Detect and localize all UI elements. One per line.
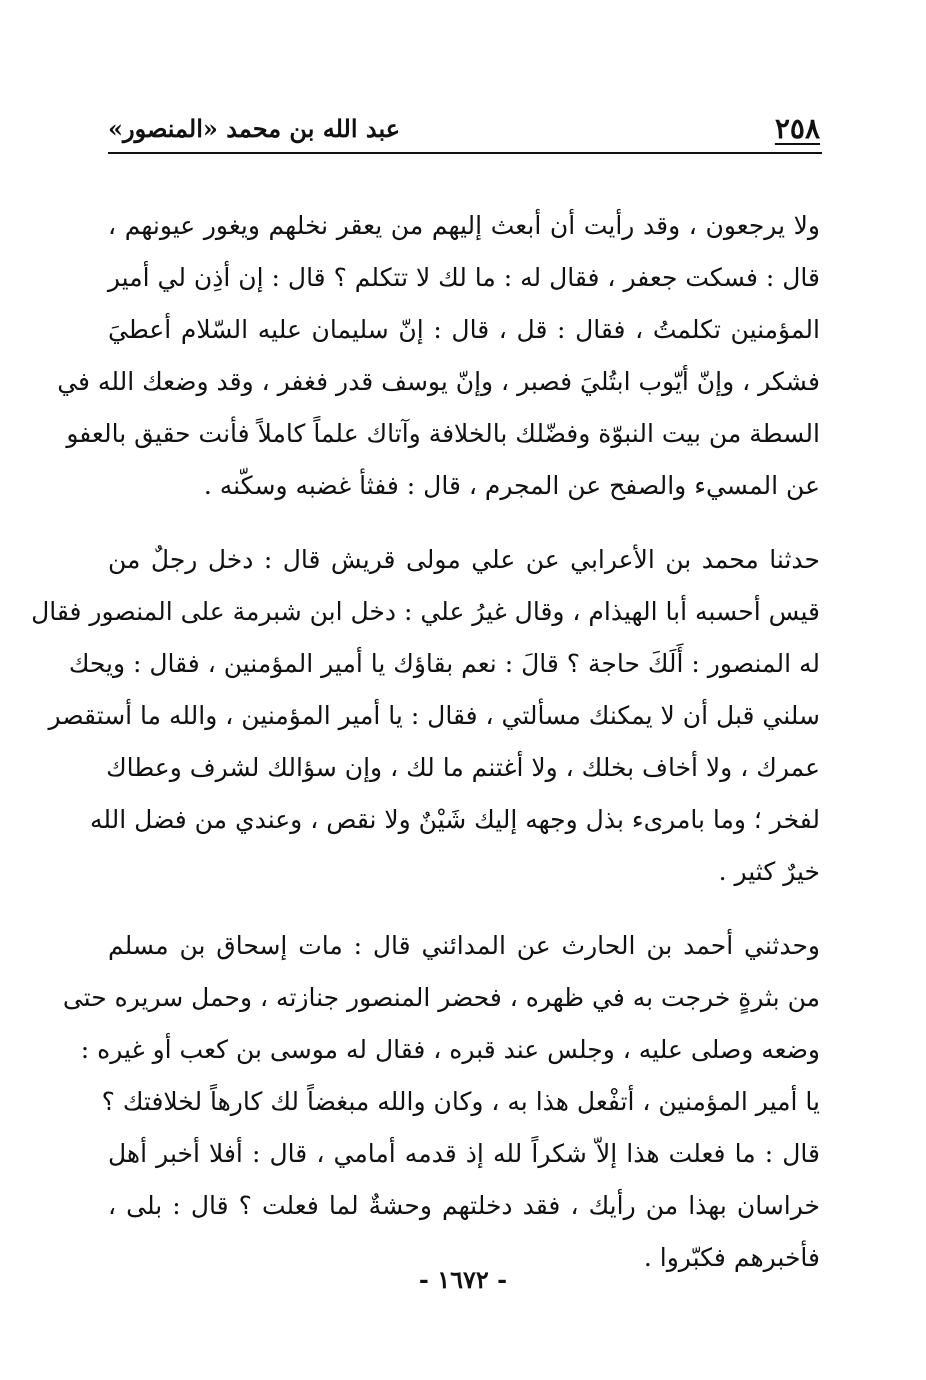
text-line: من بثرةٍ خرجت به في ظهره ، فحضر المنصور جنازته ، وحمل سريره حتى (62, 983, 820, 1012)
text-line: قال : ما فعلت هذا إلاّ شكراً لله إذ قدمه أمامي ، قال : أفلا أخبر أهل (108, 1139, 820, 1168)
paragraph-1 (57, 200, 820, 512)
text-line: وحدثني أحمد بن الحارث عن المدائني قال : مات إسحاق بن مسلم (108, 931, 820, 960)
footer-page-number: - ١٦٧٢ - (418, 1265, 508, 1294)
paragraph-2 (31, 534, 820, 898)
text-line: السطة من بيت النبوّة وفضّلك بالخلافة وآتاك علماً كاملاً فأنت حقيق بالعفو (66, 419, 820, 448)
text-line: حدثنا محمد بن الأعرابي عن علي مولى قريش قال : دخل رجلٌ من (108, 545, 820, 574)
text-line: خيرٌ كثير . (718, 857, 820, 886)
text-line: عمرك ، ولا أخاف بخلك ، ولا أغتنم ما لك ، وإن سؤالك لشرف وعطاك (106, 753, 820, 782)
text-line: سلني قبل أن لا يمكنك مسألتي ، فقال : يا أمير المؤمنين ، والله ما أستقصر (48, 701, 820, 730)
text-line: خراسان بهذا من رأيك ، فقد دخلتهم وحشةٌ لما فعلت ؟ قال : بلى ، (108, 1191, 820, 1220)
text-line: قيس أحسبه أبا الهيذام ، وقال غيرُ علي : دخل ابن شبرمة على المنصور فقال (31, 597, 820, 626)
header-page-number: ٢٥٨ (774, 112, 820, 145)
text-line: فشكر ، وإنّ أيّوب ابتُليَ فصبر ، وإنّ يوسف قدر فغفر ، وقد وضعك الله في (57, 367, 820, 396)
text-line: يا أمير المؤمنين ، أتفْعل هذا به ، وكان والله مبغضاً لك كارهاً لخلافتك ؟ (101, 1087, 820, 1116)
text-line: عن المسيء والصفح عن المجرم ، قال : ففثأ غضبه وسكّنه . (203, 471, 820, 500)
text-line: المؤمنين تكلمتُ ، فقال : قل ، قال : إنّ سليمان عليه السّلام أعطيَ (108, 315, 820, 344)
header-title: عبد الله بن محمد «المنصور» (108, 114, 401, 143)
paragraph-3 (62, 920, 820, 1284)
text-line: له المنصور : أَلَكَ حاجة ؟ قالَ : نعم بقاؤك يا أمير المؤمنين ، فقال : ويحك (68, 649, 820, 678)
running-header (108, 108, 820, 154)
text-line: وضعه وصلى عليه ، وجلس عند قبره ، فقال له موسى بن كعب أو غيره : (80, 1035, 820, 1064)
body-text (31, 200, 820, 1284)
header-rule (108, 152, 822, 154)
text-line: فأخبرهم فكبّروا . (643, 1243, 820, 1272)
text-line: قال : فسكت جعفر ، فقال له : ما لك لا تتكلم ؟ قال : إن أذِن لي أمير (107, 263, 820, 292)
text-line: لفخر ؛ وما بامرىء بذل وجهه إليك شَيْنٌ ولا نقص ، وعندي من فضل الله (89, 805, 820, 834)
text-line: ولا يرجعون ، وقد رأيت أن أبعث إليهم من يعقر نخلهم ويغور عيونهم ، (108, 211, 820, 240)
